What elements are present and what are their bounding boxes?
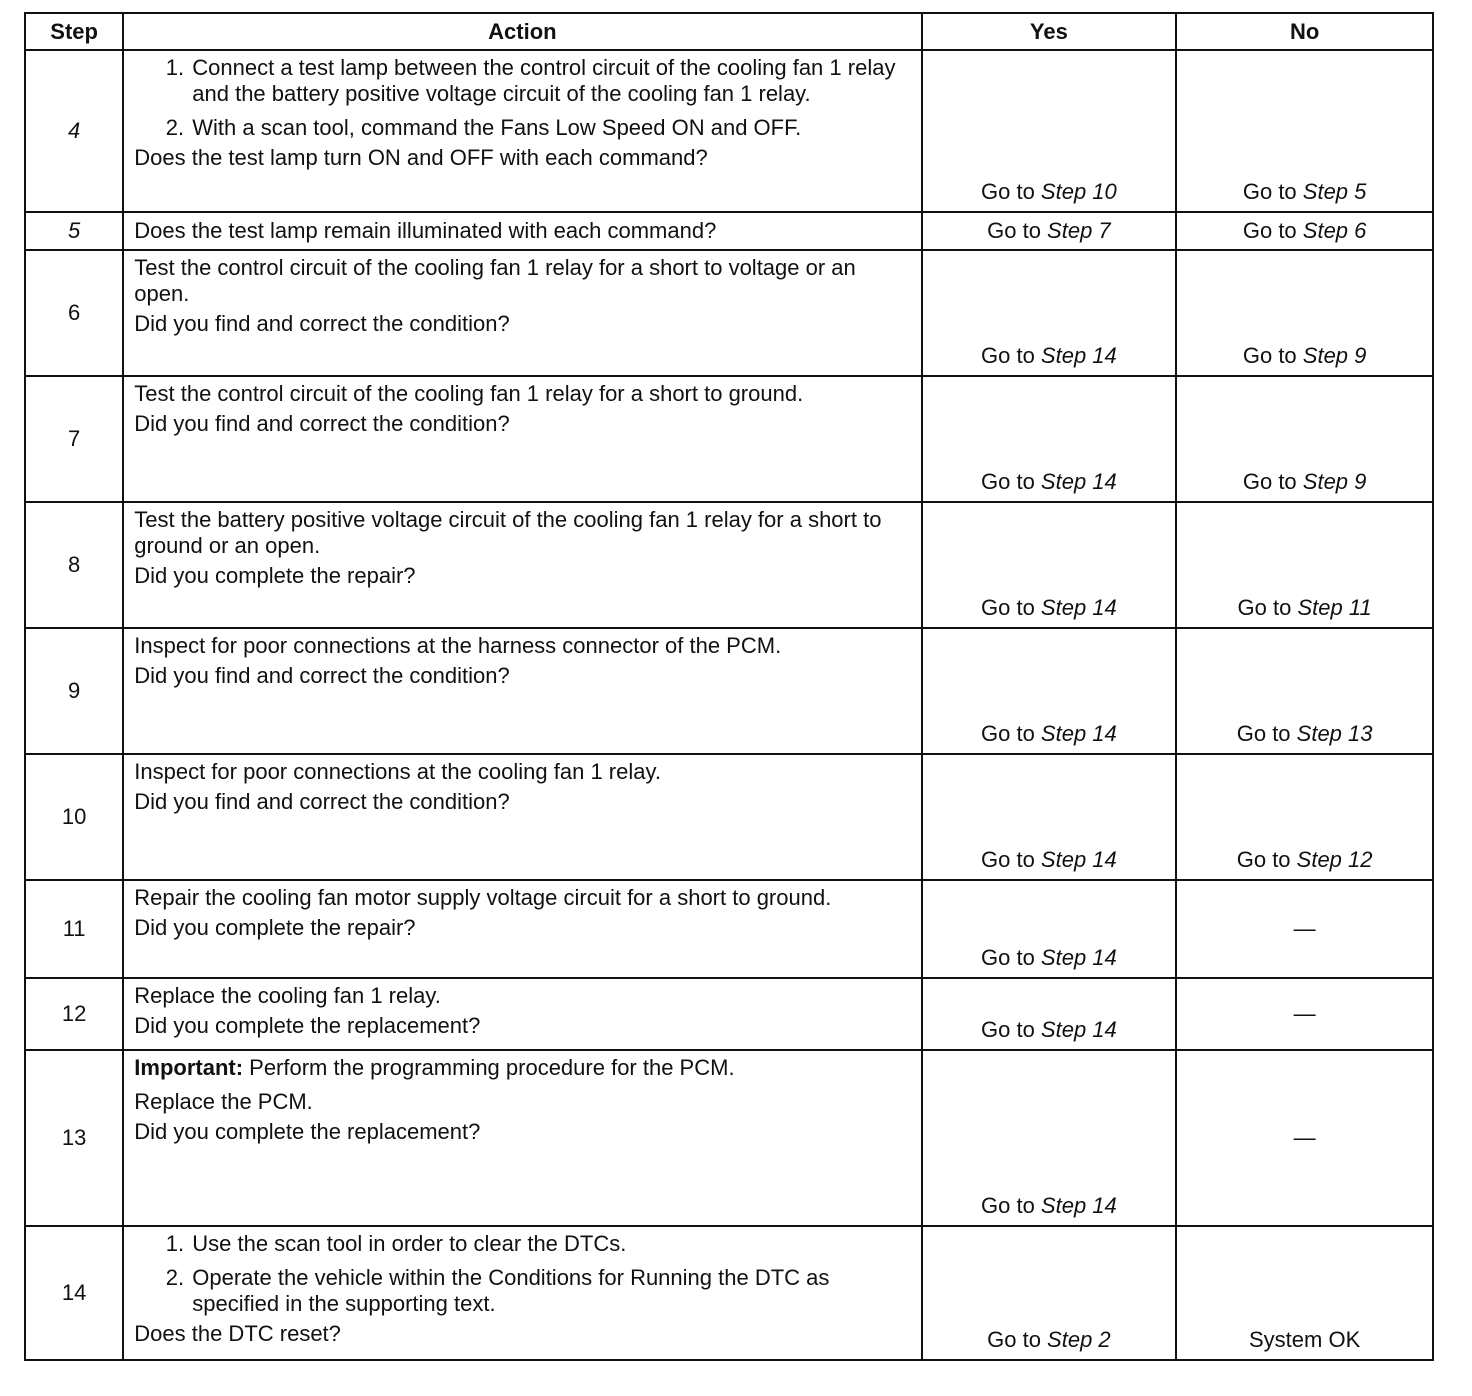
action-text: Replace the PCM. bbox=[134, 1089, 313, 1114]
step-number: 14 bbox=[25, 1226, 123, 1360]
action-text: Inspect for poor connections at the harness connector of the PCM. bbox=[134, 633, 782, 658]
question-text: Does the test lamp turn ON and OFF with each command? bbox=[134, 145, 708, 170]
step-link[interactable]: Step 14 bbox=[1040, 343, 1117, 368]
action-cell bbox=[123, 1050, 921, 1226]
no-cell: Go to Step 11 bbox=[1176, 502, 1433, 628]
action-text: Replace the cooling fan 1 relay. bbox=[134, 983, 441, 1008]
no-cell: — bbox=[1176, 1050, 1433, 1226]
action-cell bbox=[123, 502, 921, 628]
table-row bbox=[25, 250, 1433, 376]
step-link[interactable]: Step 9 bbox=[1302, 343, 1367, 368]
header-action: Action bbox=[123, 13, 921, 50]
step-number: 11 bbox=[25, 880, 123, 978]
list-item: 2. Operate the vehicle within the Conditions for Running the DTC as specified in the supporting text. bbox=[190, 1265, 910, 1317]
step-number: 13 bbox=[25, 1050, 123, 1226]
no-cell: Go to Step 9 bbox=[1176, 376, 1433, 502]
yes-cell: Go to Step 14 bbox=[922, 250, 1177, 376]
no-cell: Go to Step 6 bbox=[1176, 212, 1433, 250]
step-link[interactable]: Step 10 bbox=[1040, 179, 1117, 204]
yes-cell: Go to Step 2 bbox=[922, 1226, 1177, 1360]
no-cell: Go to Step 12 bbox=[1176, 754, 1433, 880]
yes-cell: Go to Step 14 bbox=[922, 880, 1177, 978]
step-number: 7 bbox=[25, 376, 123, 502]
yes-cell: Go to Step 14 bbox=[922, 1050, 1177, 1226]
table-row bbox=[25, 628, 1433, 754]
question-text: Did you complete the replacement? bbox=[134, 1013, 481, 1038]
yes-cell: Go to Step 10 bbox=[922, 50, 1177, 212]
action-cell bbox=[123, 1226, 921, 1360]
table-row bbox=[25, 1050, 1433, 1226]
step-link[interactable]: Step 13 bbox=[1296, 721, 1373, 746]
action-cell bbox=[123, 50, 921, 212]
table-row bbox=[25, 50, 1433, 212]
question-text: Did you find and correct the condition? bbox=[134, 411, 510, 436]
step-number: 10 bbox=[25, 754, 123, 880]
important-label: Important: bbox=[134, 1055, 244, 1080]
table-row bbox=[25, 376, 1433, 502]
yes-cell: Go to Step 7 bbox=[922, 212, 1177, 250]
step-number: 8 bbox=[25, 502, 123, 628]
table-row bbox=[25, 978, 1433, 1050]
action-text: Test the control circuit of the cooling fan 1 relay for a short to ground. bbox=[134, 381, 804, 406]
table-row bbox=[25, 754, 1433, 880]
action-list bbox=[134, 55, 910, 141]
yes-cell: Go to Step 14 bbox=[922, 502, 1177, 628]
step-link[interactable]: Step 12 bbox=[1296, 847, 1373, 872]
important-note: Important: Perform the programming procedure for the PCM. bbox=[134, 1055, 735, 1080]
action-text: Repair the cooling fan motor supply voltage circuit for a short to ground. bbox=[134, 885, 832, 910]
question-text: Did you complete the repair? bbox=[134, 563, 416, 588]
header-row bbox=[25, 13, 1433, 50]
question-text: Did you complete the repair? bbox=[134, 915, 416, 940]
yes-cell: Go to Step 14 bbox=[922, 978, 1177, 1050]
question-text: Did you find and correct the condition? bbox=[134, 789, 510, 814]
step-link[interactable]: Step 14 bbox=[1040, 945, 1117, 970]
action-cell bbox=[123, 754, 921, 880]
question-text: Did you find and correct the condition? bbox=[134, 311, 510, 336]
step-link[interactable]: Step 9 bbox=[1302, 469, 1367, 494]
step-link[interactable]: Step 6 bbox=[1302, 218, 1367, 243]
question-text: Did you complete the replacement? bbox=[134, 1119, 481, 1144]
no-cell: Go to Step 13 bbox=[1176, 628, 1433, 754]
header-no: No bbox=[1176, 13, 1433, 50]
action-cell bbox=[123, 880, 921, 978]
yes-cell: Go to Step 14 bbox=[922, 628, 1177, 754]
step-link[interactable]: Step 2 bbox=[1047, 1327, 1111, 1352]
yes-cell: Go to Step 14 bbox=[922, 754, 1177, 880]
step-number: 6 bbox=[25, 250, 123, 376]
no-cell: — bbox=[1176, 880, 1433, 978]
yes-cell: Go to Step 14 bbox=[922, 376, 1177, 502]
step-link[interactable]: Step 14 bbox=[1040, 721, 1117, 746]
action-cell bbox=[123, 250, 921, 376]
step-number: 5 bbox=[25, 212, 123, 250]
step-link[interactable]: Step 14 bbox=[1040, 1017, 1117, 1042]
action-cell bbox=[123, 978, 921, 1050]
step-link[interactable]: Step 7 bbox=[1047, 218, 1111, 243]
no-cell: — bbox=[1176, 978, 1433, 1050]
table-row bbox=[25, 212, 1433, 250]
header-yes: Yes bbox=[922, 13, 1177, 50]
question-text: Does the test lamp remain illuminated with each command? bbox=[134, 218, 717, 243]
table-row bbox=[25, 502, 1433, 628]
question-text: Did you find and correct the condition? bbox=[134, 663, 510, 688]
step-link[interactable]: Step 5 bbox=[1302, 179, 1367, 204]
action-cell bbox=[123, 628, 921, 754]
action-text: Test the battery positive voltage circuit of the cooling fan 1 relay for a short to ground or an open. bbox=[134, 507, 882, 558]
step-number: 9 bbox=[25, 628, 123, 754]
no-cell: System OK bbox=[1176, 1226, 1433, 1360]
step-link[interactable]: Step 14 bbox=[1040, 595, 1117, 620]
table-row bbox=[25, 880, 1433, 978]
header-step: Step bbox=[25, 13, 123, 50]
no-cell: Go to Step 9 bbox=[1176, 250, 1433, 376]
action-text: Inspect for poor connections at the cooling fan 1 relay. bbox=[134, 759, 661, 784]
step-number: 12 bbox=[25, 978, 123, 1050]
step-link[interactable]: Step 11 bbox=[1297, 595, 1372, 620]
step-link[interactable]: Step 14 bbox=[1040, 1193, 1117, 1218]
action-list bbox=[134, 1231, 910, 1317]
action-cell bbox=[123, 212, 921, 250]
step-link[interactable]: Step 14 bbox=[1040, 847, 1117, 872]
action-text: Test the control circuit of the cooling fan 1 relay for a short to voltage or an open. bbox=[134, 255, 856, 306]
action-cell bbox=[123, 376, 921, 502]
list-item: 1. Use the scan tool in order to clear the DTCs. bbox=[190, 1231, 910, 1257]
no-cell: Go to Step 5 bbox=[1176, 50, 1433, 212]
list-item: 2. With a scan tool, command the Fans Low Speed ON and OFF. bbox=[190, 115, 910, 141]
table-row bbox=[25, 1226, 1433, 1360]
step-link[interactable]: Step 14 bbox=[1040, 469, 1117, 494]
step-number: 4 bbox=[25, 50, 123, 212]
question-text: Does the DTC reset? bbox=[134, 1321, 341, 1346]
diagnostic-table bbox=[24, 12, 1434, 1361]
list-item: 1. Connect a test lamp between the control circuit of the cooling fan 1 relay and the battery positive voltage circuit of the cooling fan 1 relay. bbox=[190, 55, 910, 107]
